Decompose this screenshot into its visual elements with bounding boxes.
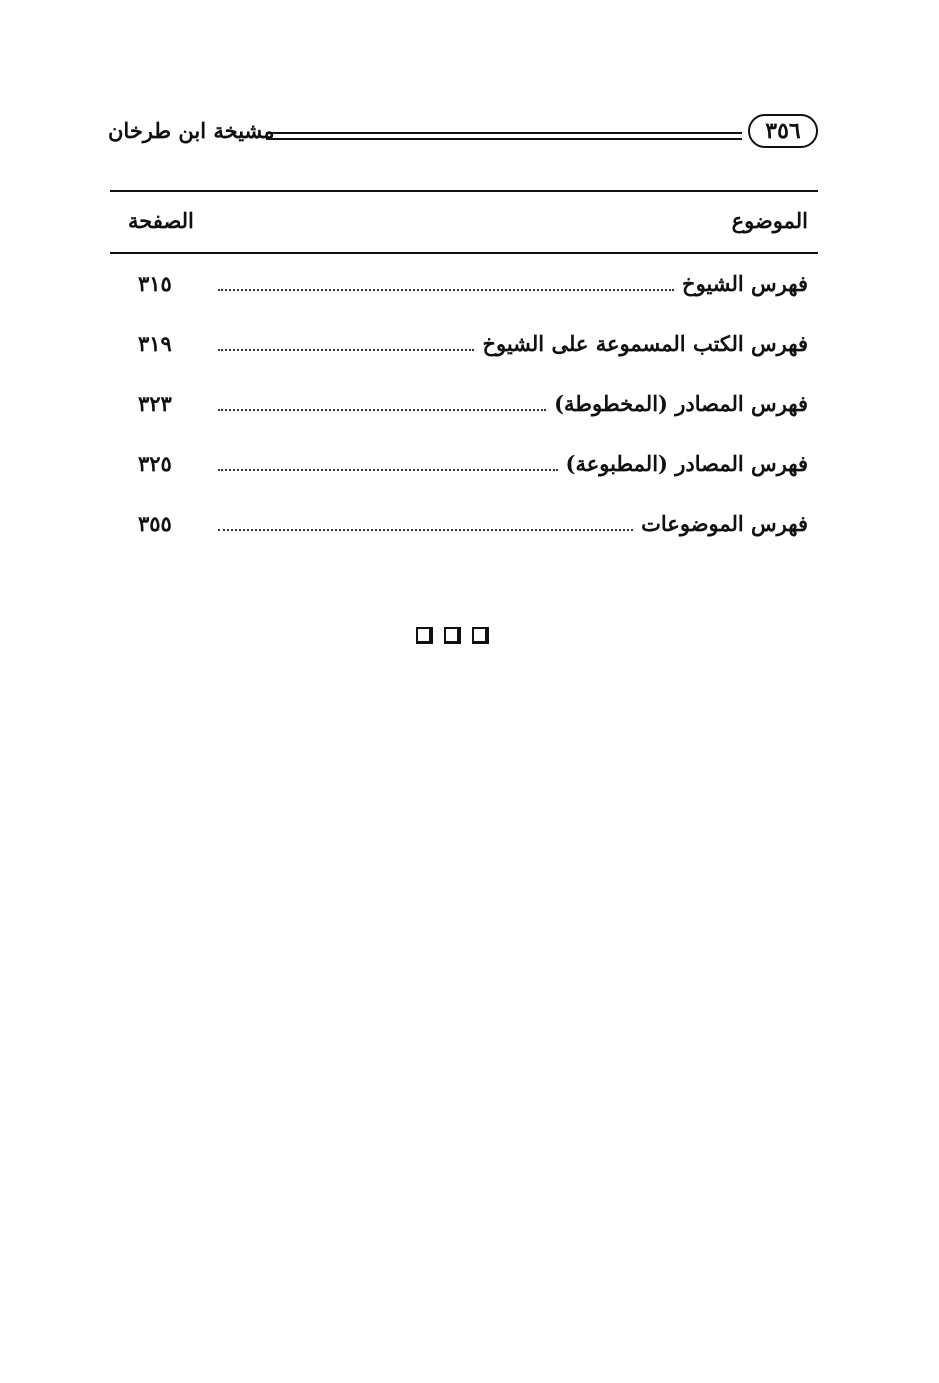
toc-entry-label: فهرس الموضوعات	[641, 511, 808, 536]
dot-leader	[218, 529, 633, 531]
toc-entry-page: ٣٥٥	[138, 511, 172, 536]
table-header-row	[110, 192, 818, 254]
book-title: مشيخة ابن طرخان	[108, 118, 275, 143]
page-number-badge: ٣٥٦	[748, 114, 818, 148]
table-of-contents	[110, 190, 818, 557]
dot-leader	[218, 469, 558, 471]
dot-leader	[218, 289, 674, 291]
toc-row	[110, 437, 818, 497]
toc-entry-label: فهرس المصادر (المطبوعة)	[565, 451, 808, 476]
running-header	[108, 108, 820, 156]
toc-entry-page: ٣١٩	[138, 331, 172, 356]
toc-row	[110, 377, 818, 437]
toc-row	[110, 257, 818, 317]
toc-entry-label: فهرس الكتب المسموعة على الشيوخ	[482, 331, 808, 356]
toc-entry	[218, 511, 808, 536]
dot-leader	[218, 349, 474, 351]
toc-entry	[218, 331, 808, 356]
toc-entry	[218, 451, 808, 476]
toc-entry-page: ٣٢٥	[138, 451, 172, 476]
toc-entry-label: فهرس الشيوخ	[682, 271, 808, 296]
toc-entry-page: ٣٢٣	[138, 391, 172, 416]
toc-row	[110, 497, 818, 557]
square-ornament-icon	[472, 627, 489, 644]
column-header-page: الصفحة	[128, 208, 194, 233]
square-ornament-icon	[416, 627, 433, 644]
dot-leader	[218, 409, 546, 411]
toc-entry	[218, 271, 808, 296]
table-rows	[110, 257, 818, 557]
toc-entry	[218, 391, 808, 416]
column-header-topic: الموضوع	[731, 208, 808, 233]
toc-entry-label: فهرس المصادر (المخطوطة)	[554, 391, 808, 416]
square-ornament-icon	[444, 627, 461, 644]
toc-row	[110, 317, 818, 377]
header-double-rule	[266, 132, 742, 140]
toc-entry-page: ٣١٥	[138, 271, 172, 296]
end-of-section-ornament	[416, 627, 489, 644]
